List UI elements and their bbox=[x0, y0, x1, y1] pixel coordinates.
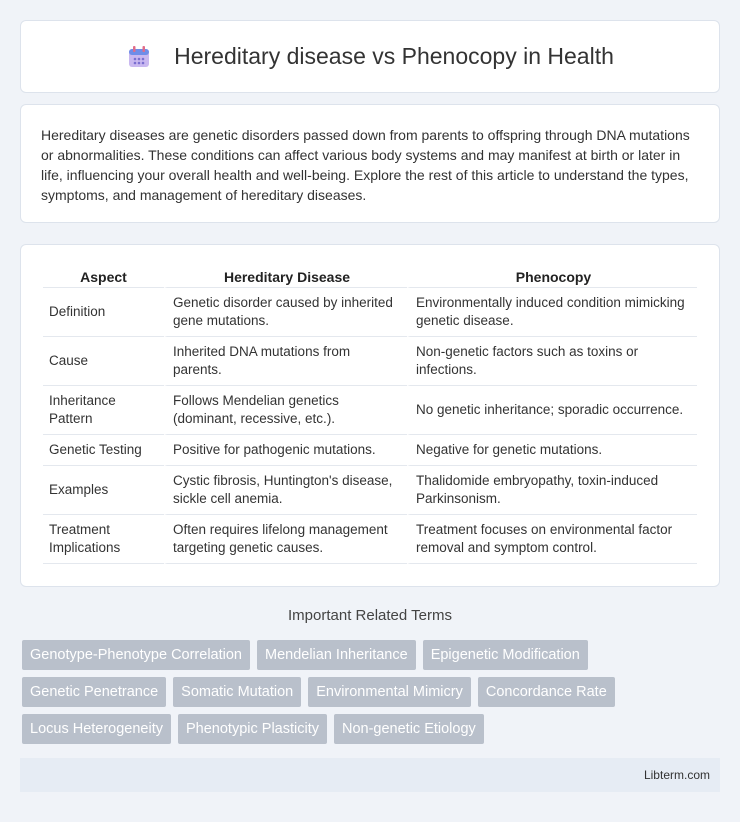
table-cell: Genetic disorder caused by inherited gene mutations. bbox=[164, 288, 407, 337]
intro-text: Hereditary diseases are genetic disorders passed down from parents to offspring through DNA mutations or abnormalities. These conditions can affect various body systems and may manifest at birth or later in life, influencing your overall health and well-being. Explore the rest of this article to understand the types, symptoms, and management of hereditary diseases. bbox=[41, 127, 690, 203]
table-cell: Thalidomide embryopathy, toxin-induced Parkinsonism. bbox=[407, 466, 697, 515]
comparison-table-card bbox=[20, 244, 720, 587]
related-term-tag[interactable]: Concordance Rate bbox=[478, 677, 615, 707]
table-row bbox=[43, 515, 697, 564]
table-cell: Positive for pathogenic mutations. bbox=[164, 435, 407, 466]
table-cell: Genetic Testing bbox=[43, 435, 164, 466]
table-row bbox=[43, 466, 697, 515]
footer-brand-link[interactable]: Libterm.com bbox=[643, 768, 710, 782]
column-header: Hereditary Disease bbox=[164, 261, 407, 288]
footer bbox=[20, 758, 720, 792]
table-cell: Cause bbox=[43, 337, 164, 386]
table-cell: Cystic fibrosis, Huntington's disease, sickle cell anemia. bbox=[164, 466, 407, 515]
table-cell: Non-genetic factors such as toxins or infections. bbox=[407, 337, 697, 386]
table-cell: Treatment Implications bbox=[43, 515, 164, 564]
table-cell: Inheritance Pattern bbox=[43, 386, 164, 435]
table-row bbox=[43, 288, 697, 337]
page-title: Hereditary disease vs Phenocopy in Health bbox=[174, 43, 614, 69]
intro-card bbox=[20, 104, 720, 223]
related-term-tag[interactable]: Locus Heterogeneity bbox=[22, 714, 171, 744]
related-term-tag[interactable]: Environmental Mimicry bbox=[308, 677, 471, 707]
comparison-table bbox=[43, 261, 697, 564]
column-header: Phenocopy bbox=[407, 261, 697, 288]
table-cell: Examples bbox=[43, 466, 164, 515]
column-header: Aspect bbox=[43, 261, 164, 288]
table-cell: Treatment focuses on environmental factor removal and symptom control. bbox=[407, 515, 697, 564]
related-term-tag[interactable]: Non-genetic Etiology bbox=[334, 714, 484, 744]
table-header-row bbox=[43, 261, 697, 288]
table-row bbox=[43, 435, 697, 466]
header-card bbox=[20, 20, 720, 93]
table-cell: Follows Mendelian genetics (dominant, recessive, etc.). bbox=[164, 386, 407, 435]
table-cell: Negative for genetic mutations. bbox=[407, 435, 697, 466]
related-term-tag[interactable]: Somatic Mutation bbox=[173, 677, 301, 707]
related-terms-list bbox=[22, 640, 722, 744]
related-term-tag[interactable]: Genotype-Phenotype Correlation bbox=[22, 640, 250, 670]
table-cell: Often requires lifelong management targeting genetic causes. bbox=[164, 515, 407, 564]
table-row bbox=[43, 386, 697, 435]
table-cell: Definition bbox=[43, 288, 164, 337]
related-term-tag[interactable]: Genetic Penetrance bbox=[22, 677, 166, 707]
table-cell: No genetic inheritance; sporadic occurrence. bbox=[407, 386, 697, 435]
table-row bbox=[43, 337, 697, 386]
related-terms-title: Important Related Terms bbox=[288, 607, 452, 624]
related-term-tag[interactable]: Phenotypic Plasticity bbox=[178, 714, 327, 744]
related-term-tag[interactable]: Epigenetic Modification bbox=[423, 640, 588, 670]
table-cell: Inherited DNA mutations from parents. bbox=[164, 337, 407, 386]
table-cell: Environmentally induced condition mimicking genetic disease. bbox=[407, 288, 697, 337]
related-term-tag[interactable]: Mendelian Inheritance bbox=[257, 640, 416, 670]
calendar-icon bbox=[126, 44, 152, 70]
